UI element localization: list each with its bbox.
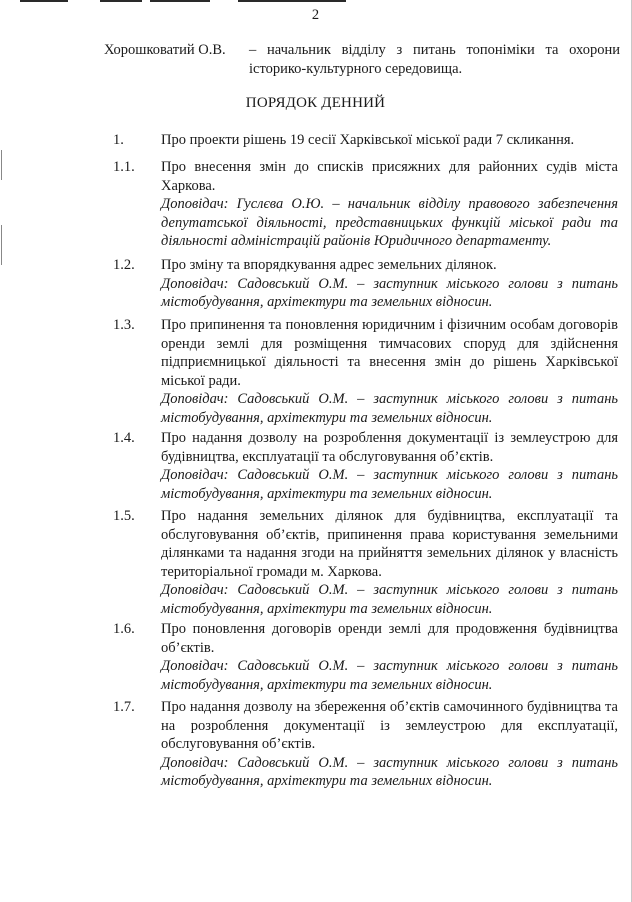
item-title: Про проекти рішень 19 сесії Харківської міської ради 7 скликання.: [161, 132, 575, 148]
agenda-item: [113, 507, 618, 619]
item-number: 1.1.: [113, 159, 135, 175]
scan-artifact-line: [20, 0, 68, 2]
scan-margin-mark: [1, 150, 2, 180]
item-title: Про зміну та впорядкування адрес земельних ділянок.: [161, 257, 497, 273]
item-title: Про надання дозволу на збереження об’єктів самочинного будівництва та на розроблення документації із землеустрою для експлуатації, обслуговування об’єктів.: [161, 699, 618, 753]
scan-margin-mark: [1, 225, 2, 265]
attendee-name: Хорошковатий О.В.: [104, 42, 226, 58]
item-title: Про внесення змін до списків присяжних для районних судів міста Харкова.: [161, 159, 618, 194]
item-number: 1.4.: [113, 430, 135, 446]
item-title: Про поновлення договорів оренди землі для продовження будівництва об’єктів.: [161, 621, 618, 656]
scan-artifact-line: [100, 0, 142, 2]
agenda-item: [113, 316, 618, 428]
item-title: Про надання дозволу на розроблення документації із землеустрою для будівництва, експлуатації та обслуговування об’єктів.: [161, 430, 618, 465]
item-number: 1.3.: [113, 317, 135, 333]
item-number: 1.5.: [113, 508, 135, 524]
item-number: 1.: [113, 132, 124, 148]
item-title: Про надання земельних ділянок для будівництва, експлуатації та обслуговування об’єктів, припинення права користування земельними ділянками та надання згоди на прийняття земельних ділянок у власність територіальної громади м. Харкова.: [161, 508, 618, 580]
agenda-item: [113, 429, 618, 503]
scan-artifact-line: [238, 0, 346, 2]
agenda-item: [113, 256, 618, 312]
agenda-item: [113, 620, 618, 694]
agenda-item: [113, 158, 618, 251]
item-number: 1.2.: [113, 257, 135, 273]
item-speaker: Доповідач: Садовський О.М. – заступник міського голови з питань містобудування, архітектури та земельних відносин.: [161, 467, 618, 502]
scan-artifact-line: [150, 0, 210, 2]
agenda-title: ПОРЯДОК ДЕННИЙ: [245, 95, 386, 111]
agenda-item: [113, 131, 618, 150]
item-number: 1.7.: [113, 699, 135, 715]
agenda-item: [113, 698, 618, 791]
page-number: 2: [311, 7, 320, 23]
item-number: 1.6.: [113, 621, 135, 637]
item-speaker: Доповідач: Гуслєва О.Ю. – начальник відділу правового забезпечення депутатської діяльності, представницьких функцій міської ради та діяльності адміністрацій районів Юридичного департаменту.: [161, 196, 618, 250]
item-speaker: Доповідач: Садовський О.М. – заступник міського голови з питань містобудування, архітектури та земельних відносин.: [161, 582, 618, 617]
item-speaker: Доповідач: Садовський О.М. – заступник міського голови з питань містобудування, архітектури та земельних відносин.: [161, 391, 618, 426]
item-speaker: Доповідач: Садовський О.М. – заступник міського голови з питань містобудування, архітектури та земельних відносин.: [161, 754, 618, 790]
item-speaker: Доповідач: Садовський О.М. – заступник міського голови з питань містобудування, архітектури та земельних відносин.: [161, 658, 618, 693]
attendee-role: – начальник відділу з питань топоніміки та охорони історико-культурного середовища.: [249, 42, 620, 77]
item-title: Про припинення та поновлення юридичним і фізичним особам договорів оренди землі для розміщення тимчасових споруд для здійснення підприємницької діяльності та внесення змін до рішень Харківської міської ради.: [161, 317, 618, 389]
item-speaker: Доповідач: Садовський О.М. – заступник міського голови з питань містобудування, архітектури та земельних відносин.: [161, 275, 618, 311]
